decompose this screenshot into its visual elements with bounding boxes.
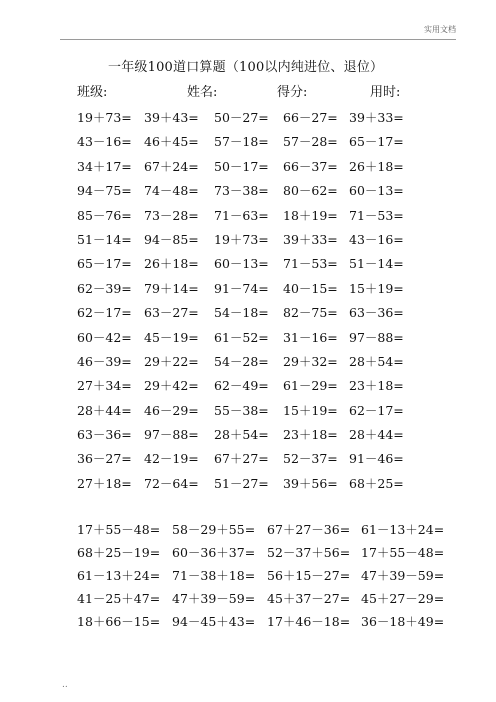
mixed-problem-cell: 47＋39－59= [172,591,256,606]
mixed-problem-row [77,566,487,589]
problem-cell: 42－19= [144,451,199,467]
page-title: 一年级100道口算题（100以内纯进位、退位） [108,60,384,75]
mixed-problem-cell: 68＋25－19= [77,545,161,560]
problem-cell: 67＋27= [214,451,269,467]
mixed-problem-row [77,612,487,635]
mixed-problem-cell: 58－29＋55= [172,522,256,537]
problem-cell: 66－27= [283,110,338,125]
problem-cell: 26＋18= [144,256,199,272]
problem-cell: 73－28= [144,207,199,223]
problem-cell: 15＋19= [349,280,404,296]
problem-cell: 27＋18= [77,475,132,491]
problem-cell: 46－29= [144,402,199,418]
problem-cell: 28＋44= [349,427,404,443]
problem-row [77,376,477,400]
problem-cell: 51－27= [214,475,269,491]
problem-cell: 62－17= [349,402,404,418]
mixed-problem-cell: 45＋37－27= [267,591,351,606]
problem-cell: 61－29= [283,378,338,394]
class-label: 班级: [77,85,108,100]
problem-row [77,279,477,303]
problem-cell: 67＋24= [144,158,199,174]
problem-cell: 72－64= [144,475,199,491]
problem-row [77,401,477,425]
problem-cell: 18＋19= [283,207,338,223]
problem-cell: 27＋34= [77,378,132,394]
problem-cell: 62－17= [77,305,132,321]
mixed-problem-grid [77,520,487,635]
problem-cell: 80－62= [283,183,338,199]
mixed-problem-cell: 56＋15－27= [267,568,351,583]
problem-cell: 36－27= [77,451,132,467]
problem-cell: 79＋14= [144,280,199,296]
problem-cell: 61－52= [214,329,269,345]
problem-cell: 51－14= [349,256,404,272]
mixed-problem-cell: 17＋55－48= [77,522,161,537]
problem-cell: 19＋73= [77,110,132,125]
problem-cell: 52－37= [283,451,338,467]
mixed-problem-cell: 71－38＋18= [172,568,256,583]
problem-cell: 94－85= [144,231,199,247]
problem-cell: 39＋33= [283,231,338,247]
mixed-problem-row [77,520,487,543]
problem-cell: 57－28= [283,134,338,150]
problem-cell: 68＋25= [349,475,404,491]
problem-cell: 28＋54= [214,427,269,443]
problem-cell: 29＋32= [283,353,338,369]
problem-cell: 91－46= [349,451,404,467]
name-label: 姓名: [187,85,218,100]
problem-cell: 63－27= [144,305,199,321]
problem-cell: 97－88= [349,329,404,345]
problem-cell: 46＋45= [144,134,199,150]
problem-cell: 28＋54= [349,353,404,369]
problem-cell: 66－37= [283,158,338,174]
mixed-problem-row [77,543,487,566]
problem-cell: 45－19= [144,329,199,345]
problem-cell: 39＋56= [283,475,338,491]
problem-cell: 60－13= [214,256,269,272]
problem-cell: 94－75= [77,183,132,199]
mixed-problem-cell: 61－13＋24= [361,522,445,537]
mixed-problem-cell: 52－37＋56= [267,545,351,560]
problem-cell: 60－13= [349,183,404,199]
problem-cell: 62－39= [77,280,132,296]
problem-row [77,254,477,278]
problem-cell: 29＋22= [144,353,199,369]
problem-row [77,328,477,352]
problem-cell: 65－17= [349,134,404,150]
problem-cell: 46－39= [77,353,132,369]
problem-cell: 29＋42= [144,378,199,394]
problem-cell: 60－42= [77,329,132,345]
problem-cell: 23＋18= [349,378,404,394]
problem-row [77,425,477,449]
problem-cell: 40－15= [283,280,338,296]
problem-cell: 50－27= [214,110,269,125]
problem-cell: 85－76= [77,207,132,223]
problem-row [77,449,477,473]
problem-cell: 74－48= [144,183,199,199]
problem-cell: 54－18= [214,305,269,321]
problem-cell: 71－53= [349,207,404,223]
problem-cell: 73－38= [214,183,269,199]
problem-row [77,352,477,376]
problem-cell: 31－16= [283,329,338,345]
problem-cell: 91－74= [214,280,269,296]
header-rule [60,39,456,40]
problem-row [77,230,477,254]
problem-row [77,157,477,181]
problem-cell: 54－28= [214,353,269,369]
problem-grid [77,108,477,498]
problem-cell: 57－18= [214,134,269,150]
header-tag: 实用文档 [424,25,456,34]
problem-row [77,108,477,132]
problem-row [77,181,477,205]
problem-cell: 15＋19= [283,402,338,418]
problem-cell: 23＋18= [283,427,338,443]
problem-cell: 97－88= [144,427,199,443]
problem-cell: 65－17= [77,256,132,272]
problem-row [77,206,477,230]
time-label: 用时: [370,85,401,100]
score-label: 得分: [277,85,308,100]
problem-cell: 63－36= [77,427,132,443]
problem-cell: 43－16= [349,231,404,247]
mixed-problem-row [77,589,487,612]
problem-cell: 34＋17= [77,158,132,174]
problem-cell: 50－17= [214,158,269,174]
problem-cell: 82－75= [283,305,338,321]
problem-cell: 62－49= [214,378,269,394]
problem-cell: 39＋43= [144,110,199,125]
problem-cell: 28＋44= [77,402,132,418]
problem-row [77,132,477,156]
problem-cell: 55－38= [214,402,269,418]
problem-cell: 26＋18= [349,158,404,174]
problem-cell: 43－16= [77,134,132,150]
problem-cell: 71－63= [214,207,269,223]
mixed-problem-cell: 94－45＋43= [172,614,256,629]
mixed-problem-cell: 60－36＋37= [172,545,256,560]
problem-cell: 19＋73= [214,231,269,247]
mixed-problem-cell: 17＋46－18= [267,614,351,629]
problem-cell: 63－36= [349,305,404,321]
info-row [77,81,467,99]
mixed-problem-cell: 47＋39－59= [361,568,445,583]
problem-cell: 39＋33= [349,110,404,125]
problem-cell: 51－14= [77,231,132,247]
mixed-problem-cell: 18＋66－15= [77,614,161,629]
mixed-problem-cell: 45＋27－29= [361,591,445,606]
mixed-problem-cell: 61－13＋24= [77,568,161,583]
mixed-problem-cell: 41－25＋47= [77,591,161,606]
mixed-problem-cell: 17＋55－48= [361,545,445,560]
problem-row [77,303,477,327]
mixed-problem-cell: 36－18＋49= [361,614,445,629]
footer-mark: .. [62,680,68,690]
mixed-problem-cell: 67＋27－36= [267,522,351,537]
problem-row [77,474,477,498]
problem-cell: 71－53= [283,256,338,272]
